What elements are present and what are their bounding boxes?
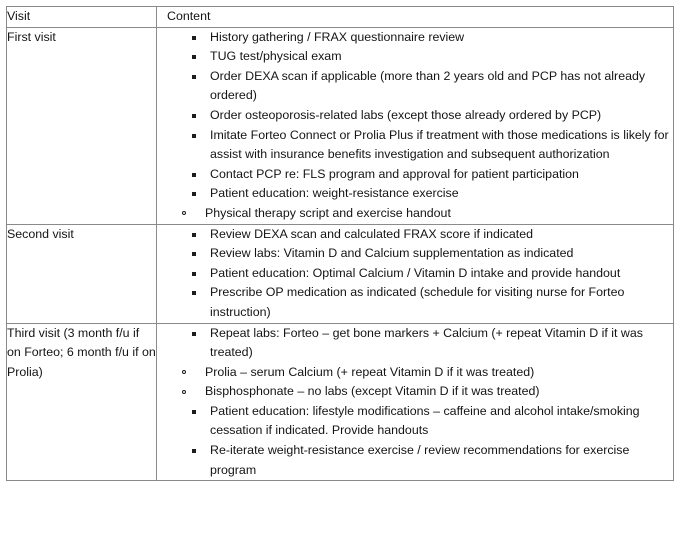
content-cell-second-visit [157,224,674,323]
square-bullet-icon [192,332,196,336]
square-bullet-icon [192,36,196,40]
list-item-text: Review DEXA scan and calculated FRAX score if indicated [210,226,534,241]
list-item [157,106,673,126]
visit-label-third: Third visit (3 month f/u if on Forteo; 6 month f/u if on Prolia) [7,323,157,481]
list-item-text: Review labs: Vitamin D and Calcium supplementation as indicated [210,246,574,261]
list-item-text: Repeat labs: Forteo – get bone markers + Calcium (+ repeat Vitamin D if it was treated) [210,325,643,360]
list-item [157,283,673,322]
list-item [157,165,673,185]
content-cell-third-visit [157,323,674,481]
square-bullet-icon [192,192,196,196]
list-item-text: Contact PCP re: FLS program and approval for patient participation [210,166,579,181]
list-item [157,402,673,441]
list-item-text: TUG test/physical exam [210,49,342,64]
content-list-third-visit-cont [157,402,673,480]
list-item-text: Order osteoporosis-related labs (except those already ordered by PCP) [210,107,602,122]
list-item [157,363,673,383]
content-list-first-visit [157,28,673,204]
content-sublist-third-visit [157,363,673,402]
list-item [157,382,673,402]
content-list-third-visit [157,324,673,363]
content-list-second-visit [157,225,673,323]
circle-bullet-icon [182,370,186,374]
square-bullet-icon [192,173,196,177]
list-item-text: Imitate Forteo Connect or Prolia Plus if treatment with those medications is likely for assist with insurance benefits investigation and subsequent authorization [210,127,669,162]
visit-label-second: Second visit [7,224,157,323]
list-item [157,244,673,264]
list-item [157,67,673,106]
list-item-text: Prescribe OP medication as indicated (schedule for visiting nurse for Forteo instruction) [210,285,625,319]
list-item [157,264,673,284]
list-item [157,225,673,245]
table-row [7,27,674,224]
content-cell-first-visit [157,27,674,224]
visit-content-table [6,6,674,481]
list-item [157,324,673,363]
table-header-row [7,7,674,28]
list-item [157,28,673,48]
circle-bullet-icon [182,390,186,394]
square-bullet-icon [192,252,196,256]
list-item-text: Patient education: lifestyle modifications – caffeine and alcohol intake/smoking cessation if indicated. Provide handouts [210,403,640,438]
list-item-text: Physical therapy script and exercise handout [205,205,451,220]
square-bullet-icon [192,410,196,414]
list-item [157,441,673,480]
square-bullet-icon [192,134,196,138]
list-item-text: Bisphosphonate – no labs (except Vitamin D if it was treated) [205,384,540,399]
content-sublist-first-visit [157,204,673,224]
visit-label-first: First visit [7,27,157,224]
column-header-content: Content [157,7,674,28]
table-body [7,27,674,481]
list-item [157,184,673,204]
list-item-text: History gathering / FRAX questionnaire review [210,29,465,44]
clipped-headline-above-table [395,0,665,2]
list-item-text: Patient education: weight-resistance exercise [210,186,459,201]
list-item [157,47,673,67]
list-item-text: Patient education: Optimal Calcium / Vitamin D intake and provide handout [210,265,621,280]
list-item-text: Prolia – serum Calcium (+ repeat Vitamin D if it was treated) [205,364,535,379]
table-row [7,224,674,323]
list-item [157,204,673,224]
square-bullet-icon [192,114,196,118]
table-head [7,7,674,28]
list-item-text: Re-iterate weight-resistance exercise / review recommendations for exercise program [210,443,630,477]
square-bullet-icon [192,55,196,59]
column-header-visit: Visit [7,7,157,28]
square-bullet-icon [192,75,196,79]
visit-content-table-wrapper [6,6,673,481]
table-row [7,323,674,481]
list-item [157,126,673,165]
circle-bullet-icon [182,211,186,215]
square-bullet-icon [192,233,196,237]
square-bullet-icon [192,291,196,295]
list-item-text: Order DEXA scan if applicable (more than 2 years old and PCP has not already ordered) [210,68,646,103]
square-bullet-icon [192,272,196,276]
square-bullet-icon [192,449,196,453]
